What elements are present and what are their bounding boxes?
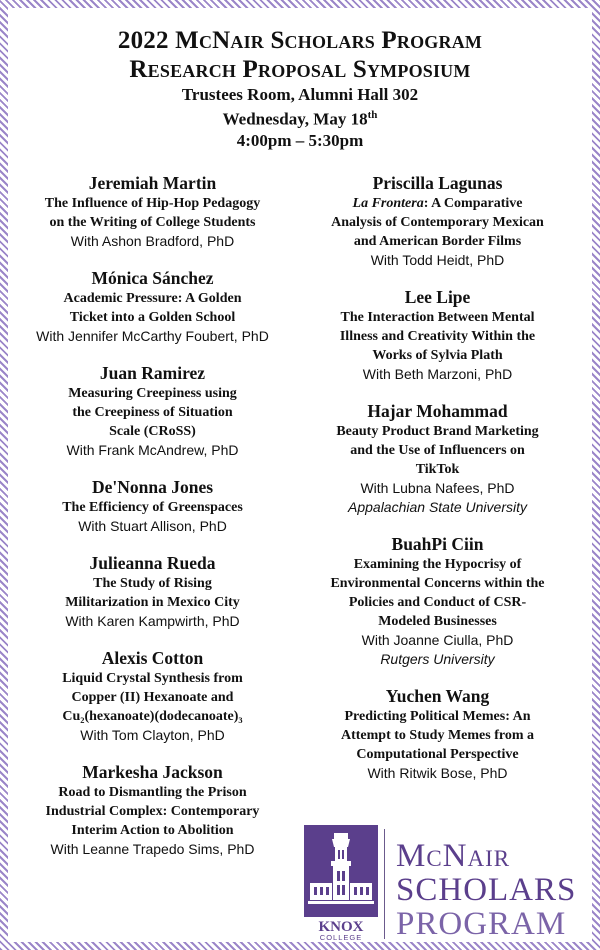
faculty-advisor: With Lubna Nafees, PhD [360, 480, 515, 496]
project-title-line: Illness and Creativity Within the [339, 329, 536, 344]
presenter-name: Juan Ramirez [99, 363, 206, 383]
presenter-entry [15, 553, 290, 631]
project-title-line: Ticket into a Golden School [69, 310, 236, 325]
project-title-line: Beauty Product Brand Marketing [336, 424, 539, 439]
faculty-advisor: With Leanne Trapedo Sims, PhD [50, 841, 255, 857]
presenter-entry [300, 173, 575, 270]
presenter-name: Markesha Jackson [82, 762, 223, 782]
wordmark-program: PROGRAM [396, 906, 567, 942]
project-title-line: Works of Sylvia Plath [372, 348, 503, 363]
right-column [300, 173, 575, 800]
program-wordmark [396, 839, 576, 941]
project-title-line: TikTok [415, 462, 460, 477]
event-date-text: Wednesday, May 18 [222, 109, 368, 129]
presenter-name: Alexis Cotton [101, 648, 204, 668]
knox-college-seal-icon [304, 825, 378, 941]
title-line-2: Research Proposal Symposium [129, 56, 471, 83]
project-title-line: Examining the Hypocrisy of [353, 557, 522, 572]
left-column [15, 173, 290, 876]
project-title-line: Environmental Concerns within the [330, 576, 545, 591]
faculty-advisor: With Joanne Ciulla, PhD [361, 632, 514, 648]
location: Trustees Room, Alumni Hall 302 [181, 85, 419, 104]
faculty-advisor: With Todd Heidt, PhD [370, 252, 505, 268]
presenter-name: Jeremiah Martin [88, 173, 217, 193]
project-title-line: Computational Perspective [356, 747, 519, 762]
project-title-line: Militarization in Mexico City [65, 595, 240, 610]
project-title-line: The Influence of Hip-Hop Pedagogy [44, 196, 261, 211]
faculty-advisor: With Jennifer McCarthy Foubert, PhD [36, 328, 269, 344]
project-title-line: Cu₂(hexanoate)(dodecanoate)₃ [62, 709, 243, 724]
presenter-name: Mónica Sánchez [91, 268, 214, 288]
project-title-line: Liquid Crystal Synthesis from [62, 671, 243, 686]
project-title-line: Attempt to Study Memes from a [341, 728, 534, 743]
wordmark-scholars: SCHOLARS [396, 872, 577, 908]
presenter-entry [15, 268, 290, 346]
faculty-advisor: With Tom Clayton, PhD [80, 727, 225, 743]
presenter-entry [15, 762, 290, 859]
presenter-name: De'Nonna Jones [91, 477, 214, 497]
presenter-entry [15, 363, 290, 460]
college-text: COLLEGE [319, 933, 363, 941]
presenter-name: BuahPi Ciin [391, 534, 484, 554]
project-title-line: Academic Pressure: A Golden [63, 291, 242, 306]
project-title-line: the Creepiness of Situation [72, 405, 233, 420]
presenter-entry [300, 401, 575, 517]
presenter-entry [15, 477, 290, 536]
project-title-line: and American Border Films [353, 234, 522, 249]
presenter-entry [300, 534, 575, 669]
wordmark-mcnair: McNair [396, 838, 511, 874]
project-title-line: Industrial Complex: Contemporary [45, 804, 260, 819]
advisor-institution: Appalachian State University [348, 499, 527, 515]
project-title-line: Copper (II) Hexanoate and [71, 690, 234, 705]
logo-divider [384, 829, 385, 939]
project-title-line: Road to Dismantling the Prison [58, 785, 247, 800]
title-line-1: 2022 McNair Scholars Program [117, 27, 483, 54]
presenter-entry [300, 287, 575, 384]
project-title-text: : A Comparative [423, 196, 523, 211]
advisor-institution: Rutgers University [380, 651, 495, 667]
presenter-name: Julieanna Rueda [89, 553, 216, 573]
project-title-line: Predicting Political Memes: An [344, 709, 531, 724]
project-title-italic: La Frontera [352, 196, 424, 211]
project-title-line: on the Writing of College Students [49, 215, 256, 230]
project-title-line: The Efficiency of Greenspaces [62, 500, 243, 515]
project-title-line: Analysis of Contemporary Mexican [331, 215, 544, 230]
project-title-line: Policies and Conduct of CSR- [348, 595, 527, 610]
mcnair-logo [304, 825, 584, 943]
event-date [8, 105, 592, 130]
faculty-advisor: With Stuart Allison, PhD [78, 518, 227, 534]
header [8, 8, 592, 151]
project-title-line: Interim Action to Abolition [71, 823, 234, 838]
project-title-line: and the Use of Influencers on [350, 443, 525, 458]
flyer-content [8, 8, 592, 942]
presenter-entry [15, 648, 290, 745]
project-title-line [300, 194, 575, 213]
knox-text: KNOX [318, 919, 364, 935]
presenter-name: Priscilla Lagunas [372, 173, 503, 193]
event-time: 4:00pm – 5:30pm [236, 130, 364, 150]
faculty-advisor: With Ashon Bradford, PhD [70, 233, 235, 249]
presenter-name: Yuchen Wang [385, 686, 490, 706]
faculty-advisor: With Beth Marzoni, PhD [362, 366, 513, 382]
presenter-name: Hajar Mohammad [367, 401, 508, 421]
presenter-entry [15, 173, 290, 251]
faculty-advisor: With Frank McAndrew, PhD [66, 442, 239, 458]
project-title-line: Modeled Businesses [378, 614, 497, 629]
presenter-name: Lee Lipe [404, 287, 471, 307]
project-title-line: Measuring Creepiness using [68, 386, 237, 401]
project-title-line: Scale (CRoSS) [109, 424, 196, 439]
project-title-line: The Study of Rising [93, 576, 212, 591]
faculty-advisor: With Ritwik Bose, PhD [367, 765, 508, 781]
presenter-entry [300, 686, 575, 783]
faculty-advisor: With Karen Kampwirth, PhD [65, 613, 240, 629]
project-title-line: The Interaction Between Mental [340, 310, 535, 325]
event-date-suffix: th [367, 109, 378, 121]
